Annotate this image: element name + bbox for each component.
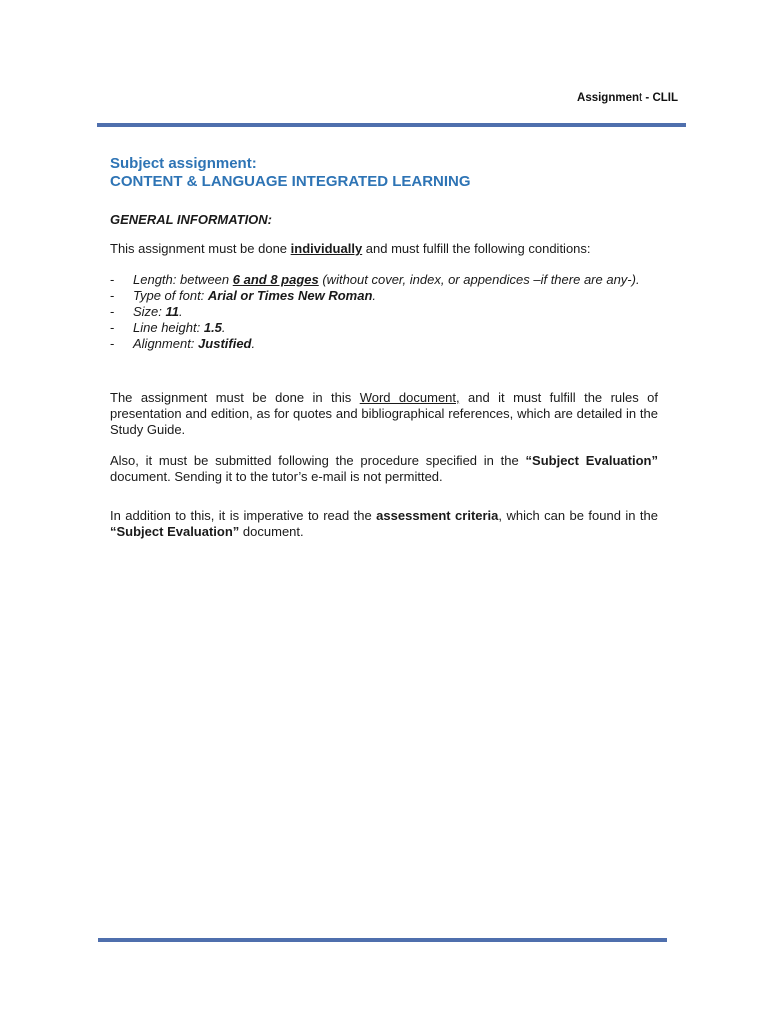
condition-value: Arial or Times New Roman bbox=[207, 288, 373, 303]
intro-text-before: This assignment must be done bbox=[110, 241, 291, 256]
condition-end: . bbox=[179, 304, 183, 319]
subject-evaluation-emphasis: “Subject Evaluation” bbox=[110, 524, 240, 539]
word-document-paragraph bbox=[110, 390, 658, 438]
condition-value: Justified bbox=[198, 336, 252, 351]
section-heading: GENERAL INFORMATION: bbox=[110, 212, 273, 227]
condition-length bbox=[110, 272, 658, 288]
bullet-dash: - bbox=[110, 336, 115, 351]
footer-rule bbox=[98, 938, 667, 942]
page-header bbox=[577, 92, 678, 104]
bullet-dash: - bbox=[110, 288, 115, 303]
condition-value: 6 and 8 pages bbox=[232, 272, 319, 287]
condition-end: . bbox=[221, 320, 226, 335]
condition-line-height bbox=[110, 320, 658, 336]
paragraph-text: Also, it must be submitted following the procedure specified in the bbox=[110, 453, 526, 468]
condition-font bbox=[110, 288, 658, 304]
intro-paragraph bbox=[110, 241, 658, 257]
bullet-dash: - bbox=[110, 320, 115, 335]
intro-text-after: and must fulfill the following conditions: bbox=[362, 241, 591, 256]
submission-paragraph bbox=[110, 453, 658, 485]
intro-emphasis: individually bbox=[290, 241, 363, 256]
condition-label: Length: between bbox=[133, 272, 233, 287]
subject-label: Subject assignment: bbox=[110, 155, 257, 172]
paragraph-text: , which can be found in the bbox=[498, 508, 658, 523]
subject-evaluation-emphasis: “Subject Evaluation” bbox=[525, 453, 658, 468]
header-title-rest: - CLIL bbox=[642, 92, 678, 104]
condition-label: Alignment: bbox=[133, 336, 199, 351]
condition-note: (without cover, index, or appendices –if there are any-). bbox=[318, 272, 640, 287]
bullet-dash: - bbox=[110, 272, 115, 287]
subject-title: CONTENT & LANGUAGE INTEGRATED LEARNING bbox=[110, 173, 471, 190]
header-title-bold: Assignmen bbox=[577, 92, 640, 104]
header-rule bbox=[97, 123, 686, 127]
paragraph-text: In addition to this, it is imperative to read the bbox=[110, 508, 377, 523]
document-body bbox=[110, 155, 658, 540]
condition-alignment bbox=[110, 336, 658, 352]
condition-end: . bbox=[372, 288, 377, 303]
condition-value: 11 bbox=[165, 304, 180, 319]
assessment-paragraph bbox=[110, 508, 658, 540]
condition-label: Type of font: bbox=[133, 288, 208, 303]
condition-end: . bbox=[251, 336, 256, 351]
conditions-list bbox=[110, 272, 658, 352]
condition-label: Line height: bbox=[133, 320, 204, 335]
paragraph-text: document. bbox=[239, 524, 304, 539]
condition-label: Size: bbox=[133, 304, 166, 319]
assessment-criteria-emphasis: assessment criteria bbox=[376, 508, 499, 523]
header-title-thin: t bbox=[639, 92, 643, 104]
paragraph-text: and it must fulfill the rules of presentation and edition, as for quotes and bibliographical references, which are detailed in the Study Guide. bbox=[110, 390, 659, 437]
bullet-dash: - bbox=[110, 304, 115, 319]
word-document-link[interactable]: Word document, bbox=[359, 390, 460, 405]
condition-value: 1.5 bbox=[203, 320, 222, 335]
condition-size bbox=[110, 304, 658, 320]
paragraph-text: document. Sending it to the tutor’s e-mail is not permitted. bbox=[110, 469, 443, 484]
paragraph-text: The assignment must be done in this bbox=[110, 390, 360, 405]
